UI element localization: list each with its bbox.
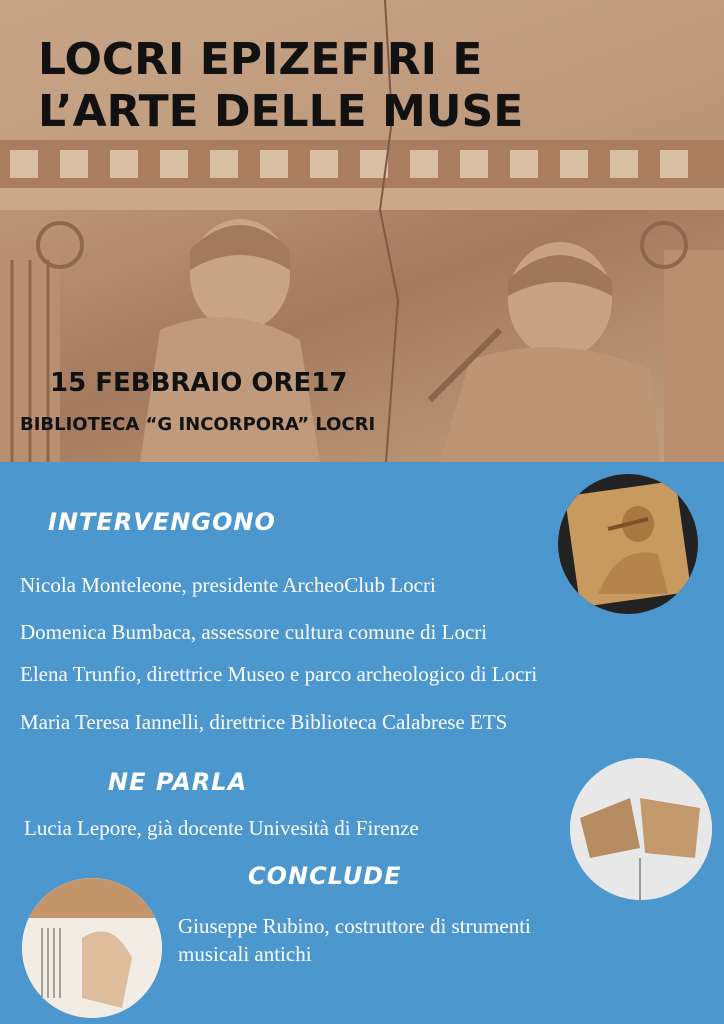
hero-relief-image xyxy=(0,0,724,462)
ne-parla-heading: NE PARLA xyxy=(108,768,248,796)
speaker-trunfio: Elena Trunfio, direttrice Museo e parco archeologico di Locri xyxy=(20,662,538,686)
speaker-lepore: Lucia Lepore, già docente Univesità di Firenze xyxy=(24,816,419,840)
speaker-bumbaca: Domenica Bumbaca, assessore cultura comune di Locri xyxy=(20,620,488,644)
title-line-2: L’ARTE DELLE MUSE xyxy=(38,86,524,137)
circle-photo-flute-player xyxy=(558,474,698,614)
speaker-monteleone: Nicola Monteleone, presidente ArcheoClub Locri xyxy=(20,573,436,597)
speaker-rubino-line1: Giuseppe Rubino, costruttore di strumenti xyxy=(178,914,531,938)
speaker-rubino-line2: musicali antichi xyxy=(178,942,312,966)
event-date: 15 FEBBRAIO ORE17 xyxy=(50,368,348,398)
circle-photo-relief-fragment xyxy=(570,758,712,900)
circle-photo-instrument-sketch xyxy=(22,878,162,1018)
conclude-heading: CONCLUDE xyxy=(248,862,402,890)
speaker-iannelli: Maria Teresa Iannelli, direttrice Biblioteca Calabrese ETS xyxy=(20,710,508,734)
program-panel xyxy=(0,462,724,1024)
title-line-1: LOCRI EPIZEFIRI E xyxy=(38,34,483,85)
event-venue: BIBLIOTECA “G INCORPORA” LOCRI xyxy=(20,414,376,435)
intervengono-heading: INTERVENGONO xyxy=(48,508,276,536)
event-title xyxy=(38,34,523,138)
